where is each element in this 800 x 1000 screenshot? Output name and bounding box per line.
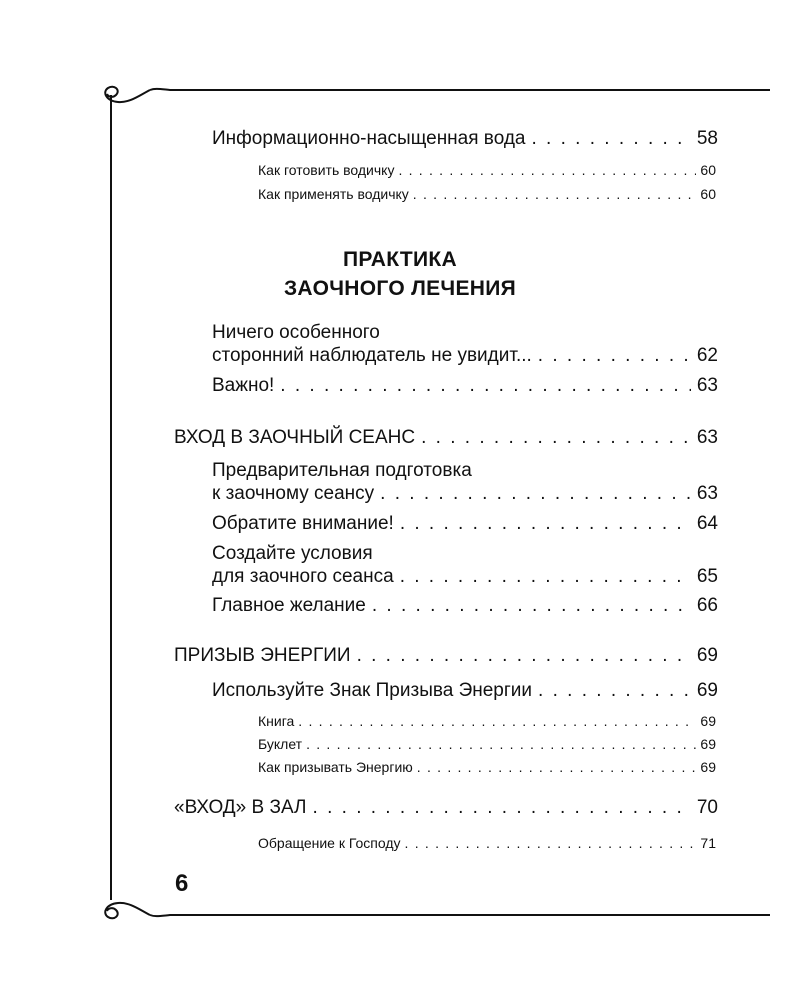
toc-entry-page: 71: [700, 835, 716, 851]
toc-subentry[interactable]: [258, 736, 716, 752]
toc-entry-page: 63: [696, 483, 718, 504]
toc-entry-title: Информационно-насыщенная вода: [212, 128, 526, 149]
toc-entry-title: Как готовить водичку: [258, 162, 395, 178]
toc-entry-page: 69: [700, 736, 716, 752]
leader-dots: [400, 566, 691, 588]
leader-dots: [357, 645, 691, 667]
toc-entry-title: Важно!: [212, 375, 275, 396]
leader-dots: [421, 427, 691, 449]
leader-dots: [417, 759, 697, 775]
leader-dots: [298, 713, 696, 729]
toc-entry-page: 70: [696, 797, 718, 818]
toc-entry-title: к заочному сеансу: [212, 483, 375, 504]
toc-entry[interactable]: [212, 680, 718, 702]
leader-dots: [380, 483, 691, 505]
leader-dots: [405, 835, 697, 851]
toc-entry[interactable]: [212, 566, 718, 588]
section-heading-line1: ПРАКТИКА: [342, 248, 458, 271]
toc-entry[interactable]: [212, 375, 718, 397]
leader-dots: [372, 595, 691, 617]
toc-entry-page: 60: [700, 162, 716, 178]
leader-dots: [538, 680, 691, 702]
toc-chapter[interactable]: [174, 645, 718, 667]
toc-entry-page: 69: [700, 759, 716, 775]
toc-subentry[interactable]: [258, 835, 716, 851]
section-heading-line2: ЗАОЧНОГО ЛЕЧЕНИЯ: [283, 277, 517, 300]
toc-subentry[interactable]: [258, 713, 716, 729]
toc-entry-title: Буклет: [258, 736, 303, 752]
toc-entry-page: 69: [696, 680, 718, 701]
leader-dots: [306, 736, 696, 752]
toc-entry[interactable]: [212, 128, 718, 150]
toc-entry-title: Обращение к Господу: [258, 835, 401, 851]
toc-entry-title-line1: Ничего особенного: [212, 322, 380, 343]
leader-dots: [313, 797, 691, 819]
leader-dots: [398, 162, 696, 178]
toc-entry-title: сторонний наблюдатель не увидит...: [212, 345, 532, 366]
leader-dots: [280, 375, 691, 397]
toc-entry-title: «ВХОД» В ЗАЛ: [174, 797, 307, 818]
toc-entry-page: 63: [696, 375, 718, 396]
toc-entry-title: Как применять водичку: [258, 186, 409, 202]
toc-entry-page: 60: [700, 186, 716, 202]
toc-entry-title: Используйте Знак Призыва Энергии: [212, 680, 533, 701]
leader-dots: [400, 513, 691, 535]
toc-entry-page: 62: [696, 345, 718, 366]
toc-subentry[interactable]: [258, 162, 716, 178]
toc-subentry[interactable]: [258, 186, 716, 202]
toc-entry[interactable]: [212, 513, 718, 535]
toc-entry-title: для заочного сеанса: [212, 566, 394, 587]
toc-entry-title: Как призывать Энергию: [258, 759, 413, 775]
leader-dots: [413, 186, 697, 202]
toc-entry-page: 66: [696, 595, 718, 616]
toc-entry[interactable]: [212, 345, 718, 367]
toc-entry-title-line1: Предварительная подготовка: [212, 460, 472, 481]
toc-subentry[interactable]: [258, 759, 716, 775]
leader-dots: [532, 128, 691, 150]
toc-entry-page: 58: [696, 128, 718, 149]
toc-chapter[interactable]: [174, 427, 718, 449]
toc-entry-title: ВХОД В ЗАОЧНЫЙ СЕАНС: [174, 427, 416, 448]
toc-entry-page: 69: [700, 713, 716, 729]
toc-entry-title: ПРИЗЫВ ЭНЕРГИИ: [174, 645, 351, 666]
toc-entry[interactable]: [212, 483, 718, 505]
toc-entry-page: 69: [696, 645, 718, 666]
toc-chapter[interactable]: [174, 797, 718, 819]
toc-entry-page: 64: [696, 513, 718, 534]
page-number: 6: [175, 870, 189, 897]
toc-entry-title: Обратите внимание!: [212, 513, 394, 534]
leader-dots: [538, 345, 691, 367]
toc-entry-page: 63: [696, 427, 718, 448]
toc-entry-title: Главное желание: [212, 595, 366, 616]
toc-entry-title-line1: Создайте условия: [212, 543, 373, 564]
toc-entry[interactable]: [212, 595, 718, 617]
toc-entry-title: Книга: [258, 713, 295, 729]
toc-entry-page: 65: [696, 566, 718, 587]
